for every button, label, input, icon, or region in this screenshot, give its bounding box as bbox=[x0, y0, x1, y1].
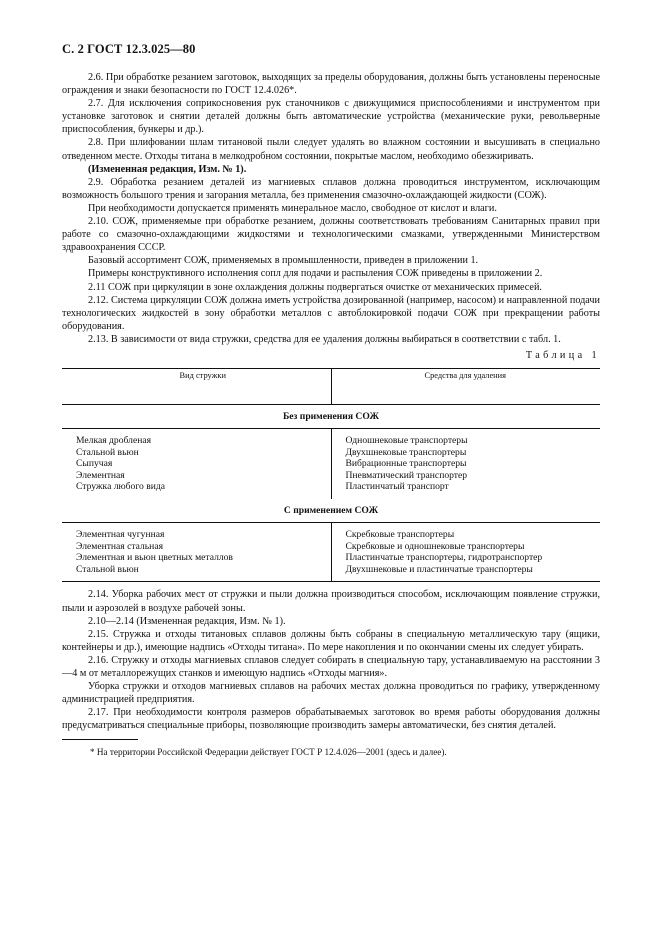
table-cell-chip-type: Стружка любого вида bbox=[76, 481, 166, 493]
table-cell-chip-type: Элементная и вьюн цветных металлов bbox=[76, 552, 233, 564]
table-cell-chip-type: Элементная чугунная bbox=[76, 529, 165, 541]
section-body-row bbox=[62, 429, 600, 499]
paragraph: Уборка стружки и отходов магниевых сплавов на рабочих местах должна проводиться по графику, утвержденному администрацией предприятия. bbox=[62, 681, 600, 706]
section-title-with-coolant: С применением СОЖ bbox=[62, 499, 600, 523]
table-cell-removal-means: Двухшнековые и пластинчатые транспортеры bbox=[345, 563, 533, 575]
paragraph: При необходимости допускается применять минеральное масло, свободное от кислот и влаги. bbox=[88, 202, 497, 214]
table-cell-removal-means: Пластинчатый транспорт bbox=[345, 481, 449, 493]
table-cell-removal-means: Двухшнековые транспортеры bbox=[345, 446, 467, 458]
paragraph: 2.17. При необходимости контроля размеров обрабатываемых заготовок во время работы оборудования должны предусматриваться специальные приборы, позволяющие производить замеры автоматически, без снятия деталей. bbox=[62, 707, 600, 732]
col-header-chip-type: Вид стружки bbox=[62, 368, 331, 404]
table-cell-chip-type: Сыпучая bbox=[76, 458, 113, 470]
paragraph: 2.10. СОЖ, применяемые при обработке резанием, должны соответствовать требованиям Санитарных правил при работе со смазочно-охлаждающими жидкостями и технологическими смазками, утвержденными Министерством здравоохранения СССР. bbox=[62, 216, 600, 254]
page-header: С. 2 ГОСТ 12.3.025—80 bbox=[62, 42, 196, 56]
paragraph: (Измененная редакция, Изм. № 1). bbox=[88, 163, 247, 175]
paragraph: Примеры конструктивного исполнения сопл для подачи и распыления СОЖ приведены в приложении 2. bbox=[88, 268, 543, 280]
paragraph: 2.12. Система циркуляции СОЖ должна иметь устройства дозированной (например, насосом) и направленной подачи технологических жидкостей в зону обработки металлов с автоблокировкой подачи СОЖ при прекращении работы оборудования. bbox=[62, 294, 600, 332]
section-title-row bbox=[62, 404, 600, 429]
table-label: Таблица 1 bbox=[525, 349, 600, 361]
footnote: * На территории Российской Федерации действует ГОСТ Р 12.4.026—2001 (здесь и далее). bbox=[90, 746, 447, 757]
table-cell-removal-means: Скребковые транспортеры bbox=[345, 529, 455, 541]
paragraph: 2.14. Уборка рабочих мест от стружки и пыли должна производиться способом, исключающим появление стружки, пыли и аэрозолей в воздухе рабочей зоны. bbox=[62, 589, 600, 614]
paragraph: 2.6. При обработке резанием заготовок, выходящих за пределы оборудования, должны быть установлены переносные ограждения и знаки безопасности по ГОСТ 12.4.026*. bbox=[62, 72, 600, 97]
table-cell-removal-means: Пневматический транспортер bbox=[345, 469, 468, 481]
table-cell-removal-means: Пластинчатые транспортеры, гидротранспортер bbox=[345, 552, 543, 564]
paragraph: 2.15. Стружка и отходы титановых сплавов должны быть собраны в специальную металлическую тару (ящики, контейнеры и др.), имеющие надпись «Отходы титана». По мере накопления и по окончании смены их следует убирать. bbox=[62, 628, 600, 653]
paragraph: 2.13. В зависимости от вида стружки, средства для ее удаления должны выбираться в соответствии с табл. 1. bbox=[88, 333, 561, 345]
section2-removal-means bbox=[331, 523, 600, 582]
table-cell-chip-type: Мелкая дробленая bbox=[76, 435, 152, 447]
table-cell-chip-type: Стальной вьюн bbox=[76, 563, 139, 575]
paragraph: 2.16. Стружку и отходы магниевых сплавов следует собирать в специальную тару, устанавливаемую на расстоянии 3—4 м от металлорежущих станков и имеющую надпись «Отходы магния». bbox=[62, 654, 600, 680]
document-page bbox=[62, 42, 600, 758]
paragraph: 2.11 СОЖ при циркуляции в зоне охлаждения должны подвергаться очистке от механических примесей. bbox=[88, 281, 542, 293]
table-cell-removal-means: Вибрационные транспортеры bbox=[345, 458, 467, 470]
chip-removal-table bbox=[62, 368, 600, 583]
section2-chip-types bbox=[62, 523, 331, 582]
table-cell-removal-means: Одношнековые транспортеры bbox=[345, 435, 468, 447]
paragraph: Базовый ассортимент СОЖ, применяемых в промышленности, приведен в приложении 1. bbox=[88, 255, 479, 267]
col-header-removal-means: Средства для удаления bbox=[331, 368, 600, 404]
section1-chip-types bbox=[62, 429, 331, 499]
paragraph: 2.7. Для исключения соприкосновения рук станочников с движущимися приспособлениями и инструментом при установке заготовок и снятии деталей должны быть автоматические устройства (механические руки, револьверные приспособления, бункеры и др.). bbox=[62, 98, 600, 136]
paragraph: 2.8. При шлифовании шлам титановой пыли следует удалять во влажном состоянии и высушивать в специально отведенном месте. Отходы титана в мелкодробном состоянии, покрытые маслом, необходимо обезжиривать. bbox=[62, 137, 600, 162]
section1-removal-means bbox=[331, 429, 600, 499]
section-title-no-coolant: Без применения СОЖ bbox=[62, 404, 600, 429]
table-header-row bbox=[62, 368, 600, 404]
table-cell-removal-means: Скребковые и одношнековые транспортеры bbox=[345, 540, 525, 552]
table-cell-chip-type: Элементная bbox=[76, 469, 125, 481]
table-cell-chip-type: Стальной вьюн bbox=[76, 446, 139, 458]
paragraphs-bottom bbox=[62, 588, 600, 732]
section-body-row bbox=[62, 523, 600, 582]
paragraph: 2.10—2.14 (Измененная редакция, Изм. № 1). bbox=[88, 615, 286, 627]
table-cell-chip-type: Элементная стальная bbox=[76, 540, 163, 552]
section-title-row bbox=[62, 499, 600, 523]
paragraphs-top bbox=[62, 71, 600, 346]
footnote-divider bbox=[62, 739, 138, 740]
paragraph: 2.9. Обработка резанием деталей из магниевых сплавов должна проводиться инструментом, исключающим возможность большого трения и загорания металла, без применения смазочно-охлаждающей жидкости (СОЖ). bbox=[62, 176, 600, 201]
